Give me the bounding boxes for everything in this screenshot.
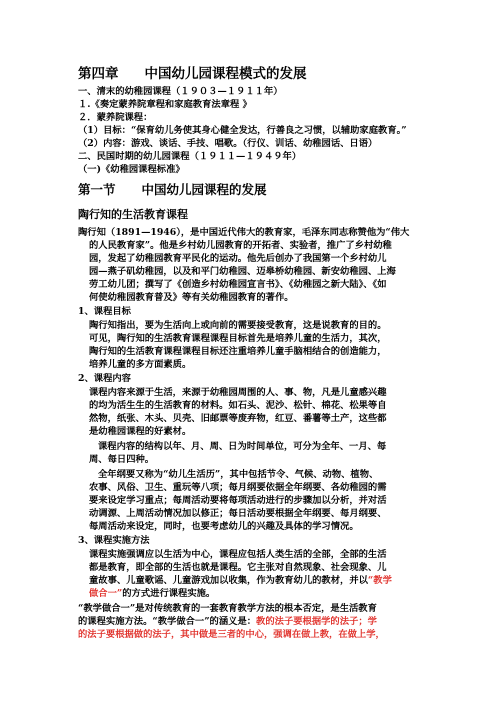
teach-para-line [78, 616, 377, 628]
teach-text: 的课程实施方法。“教学做合一”的涵义是： [78, 616, 257, 627]
method-para-line [89, 575, 392, 587]
teach-para-line: “教学做合一”是对传统教育的一套教育教学方法的根本否定，是生活教育 [78, 603, 377, 614]
structure-para-line: 课程内容的结构以年、月、周、日为时间单位，可分为全年、一月、每 [98, 441, 387, 452]
structure-para-line: 周、每日四种。 [89, 454, 155, 465]
goal-para-line: 培养儿童的多方面素质。 [89, 359, 192, 370]
content-para-line: 的均为活生生的生活教育的材料。如石头、泥沙、松针、棉花、松果等自 [89, 400, 387, 411]
subheading: 陶行知的生活教育课程 [78, 208, 188, 221]
content-line: （2）内容：游戏、谈话、手技、唱歌。（行仪、训话、幼稚园话、日语） [78, 138, 378, 149]
method-para-line: 课程实施强调应以生活为中心，课程应包括人类生活的全部，全部的生活 [89, 549, 387, 560]
goal-line: （1）目标：“保育幼儿务使其身心健全发达，行善良之习惯，以辅助家庭教育。” [78, 125, 407, 136]
intro-line: 劳工幼儿团；撰写了《创造乡村幼稚园宣言书》、《幼稚园之新大陆》、《如 [89, 279, 387, 290]
highlighted-term: “教学 [367, 575, 392, 586]
chapter-heading [78, 66, 307, 82]
goal-heading: 1、课程目标 [78, 306, 131, 317]
section-number: 第一节 [78, 182, 116, 197]
content-para-line: 课程内容来源于生活，来源于幼稚园周围的人、事、物，凡是儿童感兴趣 [89, 387, 387, 398]
plan-para-line: 动调源、上周活动情况加以修正；每日活动要根据全年纲要、每月纲要、 [89, 508, 387, 519]
intro-line: 园，发起了幼稚园教育平民化的运动。他先后创办了我国第一个乡村幼儿 [89, 253, 387, 264]
plan-para-line: 农事、风俗、卫生、重玩等八项；每月纲要依据全年纲要、各幼稚园的需 [89, 482, 387, 493]
section-1-item-2: ２．蒙养院课程： [78, 112, 153, 123]
content-heading: 2、课程内容 [78, 373, 131, 384]
method-text: 的方式进行课程实施。 [122, 588, 216, 599]
method-para-line [89, 588, 215, 600]
content-para-line: 是幼稚园课程的好素材。 [89, 426, 192, 437]
section-1-item-1: １.《奏定蒙养院章程和家庭教育法章程 》 [78, 99, 252, 110]
teach-para-line: 的法子要根据做的法子，其中做是三者的中心，强调在做上教，在做上学， [78, 629, 385, 640]
chapter-number: 第四章 [78, 66, 119, 82]
intro-line: 陶行知（1891—1946），是中国近代伟大的教育家，毛泽东同志称赞他为“伟大 [78, 227, 410, 238]
section-heading [78, 182, 267, 197]
section-1-heading: 一、清末的幼稚园课程（１９０３—１９１１年） [78, 86, 283, 97]
highlighted-text: 教的法子要根据学的法子；学 [256, 616, 377, 627]
goal-para-line: 陶行知的生活教育课程课程目标还注重培养儿童手脑相结合的创造能力， [89, 346, 387, 357]
goal-para-line: 陶行知指出，要为生活向上或向前的需要接受教育，这是说教育的目的。 [89, 320, 387, 331]
method-para-line: 都是教育，即全部的生活也就是课程。它主张对自然现象、社会现象、儿 [89, 562, 387, 573]
intro-line: 的人民教育家”。他是乡村幼儿园教育的开拓者、实验者，推广了乡村幼稚 [89, 240, 392, 251]
section-2-item-1: （一)《幼稚园课程标准》 [78, 164, 185, 175]
section-title: 中国幼儿园课程的发展 [141, 182, 267, 197]
plan-para-line: 全年纲要又称为“幼儿生活历”，其中包括节令、气候、动物、植物、 [98, 469, 379, 480]
intro-line: 何使幼稚园教育普及》等有关幼稚园教育的著作。 [89, 292, 294, 303]
plan-para-line: 每周活动来设定，同时，也要考虑幼儿的兴趣及具体的学习情况。 [89, 521, 359, 532]
highlighted-term: 做合一” [89, 588, 123, 599]
chapter-title: 中国幼儿园课程模式的发展 [144, 66, 307, 82]
section-2-heading: 二、民国时期的幼儿园课程（１９１１—１９４９年） [78, 151, 302, 162]
content-para-line: 然物，纸张、木头、贝壳、旧邮票等废弃物，红豆、番薯等土产，这些都 [89, 413, 387, 424]
plan-para-line: 要来设定学习重点；每周活动要将每项活动进行的步骤加以分析，并对活 [89, 495, 387, 506]
method-text: 童故事、儿童歌谣、儿童游戏加以收集，作为教育幼儿的教材，并以 [89, 575, 368, 586]
intro-line: 园—燕子矶幼稚园，以及和平门幼稚园、迈皋桥幼稚园、新安幼稚园、上海 [89, 266, 396, 277]
method-heading: 3、课程实施方法 [78, 535, 150, 546]
goal-para-line: 可见，陶行知的生活教育课程课程目标首先是培养儿童的生活力，其次， [89, 333, 387, 344]
